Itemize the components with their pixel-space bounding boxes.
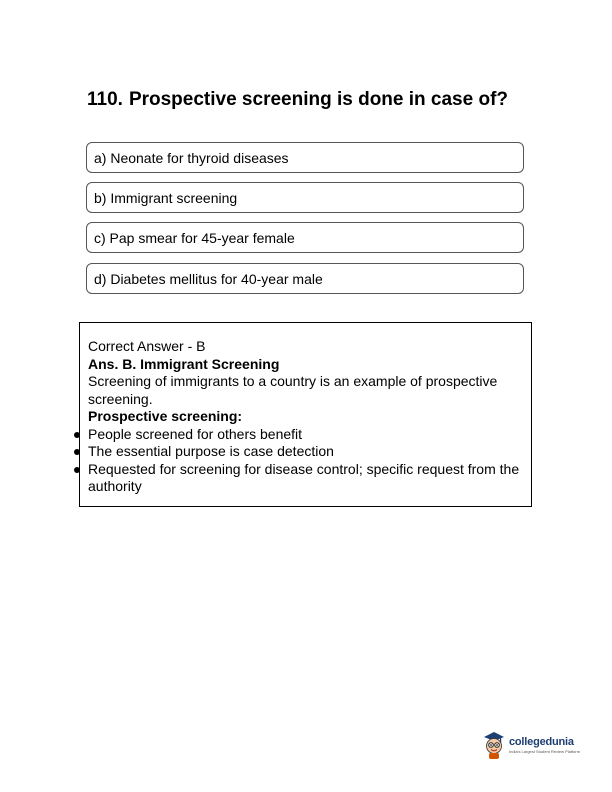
question-number: 110.: [87, 89, 123, 110]
list-item: [88, 461, 523, 496]
list-item: [88, 443, 523, 461]
bullet-icon: [74, 467, 80, 473]
question-heading: [87, 88, 527, 112]
option-a-label: a) Neonate for thyroid diseases: [94, 150, 289, 166]
list-item-text: The essential purpose is case detection: [88, 443, 334, 459]
option-b-label: b) Immigrant screening: [94, 190, 238, 206]
mascot-logo-icon: [482, 730, 506, 760]
answer-subheading: Prospective screening:: [88, 408, 243, 424]
option-c-label: c) Pap smear for 45-year female: [94, 230, 295, 246]
bullet-icon: [74, 449, 80, 455]
logo-tagline: India's Largest Student Review Platform: [509, 748, 581, 754]
answer-points-list: [88, 426, 523, 496]
option-c[interactable]: [86, 222, 524, 253]
question-text: Prospective screening is done in case of?: [128, 89, 509, 110]
option-b[interactable]: [86, 182, 524, 213]
option-a[interactable]: [86, 142, 524, 173]
list-item-text: Requested for screening for disease control; specific request from the authority: [88, 460, 520, 494]
collegedunia-logo: [482, 729, 586, 761]
answer-title: Ans. B. Immigrant Screening: [88, 355, 280, 372]
answer-explanation: Screening of immigrants to a country is an example of prospective screening.: [88, 373, 498, 407]
option-d[interactable]: [86, 263, 524, 294]
correct-answer-line: Correct Answer - B: [88, 338, 206, 354]
bullet-icon: [74, 432, 80, 438]
logo-brand-text: collegedunia: [509, 735, 574, 748]
option-d-label: d) Diabetes mellitus for 40-year male: [94, 271, 323, 287]
list-item: [88, 426, 523, 444]
answer-box: [79, 322, 532, 507]
list-item-text: People screened for others benefit: [88, 425, 303, 442]
